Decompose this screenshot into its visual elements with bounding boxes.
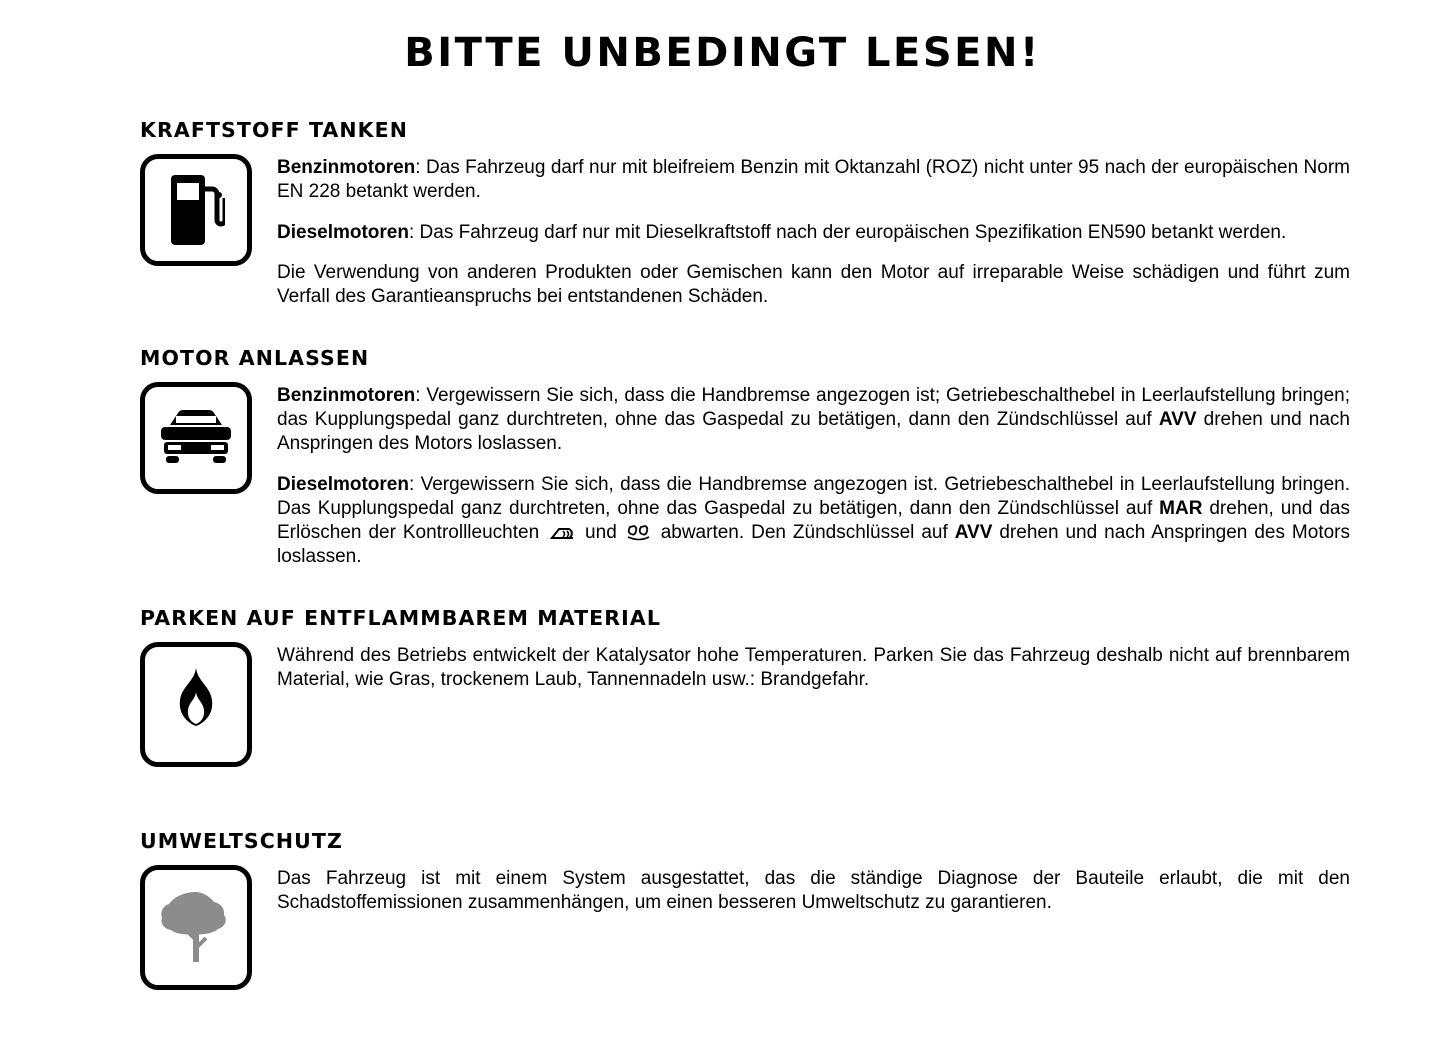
key-position-avv-1: AVV [1158, 408, 1197, 430]
page-title: BITTE UNBEDINGT LESEN! [404, 30, 1041, 76]
lead-diesel-start: Dieselmotoren [277, 473, 409, 495]
key-position-avv-2: AVV [954, 522, 993, 544]
engine-start-text-column [277, 382, 1350, 570]
section-heading-engine-start: MOTOR ANLASSEN [140, 345, 370, 370]
paragraph-diesel-fuel [277, 221, 1350, 245]
text-diesel-start-1: : Vergewissern Sie sich, dass die Handbremse angezogen ist. Getriebeschalthebel in Leerlaufstellung bringen. Das Kupplungspedal ganz durchtreten, ohne das Gaspedal zu betätigen, dann den Zündschlüssel auf [277, 473, 1350, 519]
text-gasoline: : Das Fahrzeug darf nur mit bleifreiem Benzin mit Oktanzahl (ROZ) nicht unter 95 nach der europäischen Norm EN 228 betankt werden. [277, 157, 1350, 203]
text-warning-fuel: Die Verwendung von anderen Produkten oder Gemischen kann den Motor auf irreparable Weise schädigen und führt zum Verfall des Garantieanspruchs bei entstandenen Schäden. [277, 261, 1350, 308]
flame-icon-box [140, 642, 252, 767]
paragraph-parking [277, 644, 1350, 693]
fuel-pump-icon [167, 173, 225, 247]
text-gasoline-start-2: drehen und nach Anspringen des Motors loslassen. [277, 408, 1350, 455]
water-in-fuel-icon [626, 523, 652, 541]
text-diesel-start-3: und [578, 522, 624, 544]
section-heading-parking: PARKEN AUF ENTFLAMMBAREM MATERIAL [140, 605, 661, 630]
text-diesel-start-2b: drehen, und das Erlöschen der Kontrollleuchten [277, 497, 1350, 544]
text-environment: Das Fahrzeug ist mit einem System ausgestattet, das die ständige Diagnose der Bauteile erlaubt, die mit den Schadstoffemissionen zusammenhängen, um einen besseren Umweltschutz zu garantieren. [277, 867, 1350, 914]
section-parking [140, 606, 1350, 767]
text-diesel-start-5: drehen und nach Anspringen des Motors loslassen. [277, 522, 1351, 568]
parking-text-column [277, 642, 1350, 693]
flame-icon [170, 666, 222, 742]
document-content [0, 118, 1445, 990]
document-page [0, 30, 1445, 1055]
paragraph-environment [277, 867, 1350, 916]
text-parking: Während des Betriebs entwickelt der Katalysator hohe Temperaturen. Parken Sie das Fahrzeug deshalb nicht auf brennbarem Material, wie Gras, trockenem Laub, Tannennadeln usw.: Brandgefahr. [277, 644, 1350, 691]
lead-diesel: Dieselmotoren [277, 221, 409, 243]
paragraph-gasoline-fuel [277, 156, 1350, 205]
paragraph-warning-fuel [277, 261, 1350, 310]
section-environment [140, 829, 1350, 990]
lead-gasoline: Benzinmotoren [277, 157, 416, 178]
environment-text-column [277, 865, 1350, 916]
glow-plug-preheat-icon [548, 521, 576, 541]
lead-gasoline-start: Benzinmotoren [277, 384, 416, 406]
paragraph-gasoline-start [277, 384, 1350, 457]
section-heading-environment: UMWELTSCHUTZ [140, 828, 343, 853]
car-front-icon-box [140, 382, 252, 494]
tree-icon [158, 888, 234, 966]
fuel-pump-icon-box [140, 154, 252, 266]
text-diesel-start-4: abwarten. Den Zündschlüssel auf [653, 522, 955, 544]
paragraph-diesel-start [277, 473, 1350, 570]
text-gasoline-start-1: : Vergewissern Sie sich, dass die Handbremse angezogen ist; Getriebeschalthebel in Leerlaufstellung bringen; das Kupplungspedal ganz durchtreten, ohne das Gaspedal zu betätigen, dann den Zündschlüssel auf [277, 384, 1350, 430]
key-position-mar: MAR [1159, 497, 1203, 519]
section-engine-start [140, 346, 1350, 570]
text-diesel: : Das Fahrzeug darf nur mit Dieselkraftstoff nach der europäischen Spezifikation EN590 betankt werden. [408, 221, 1287, 243]
section-heading-fuel: KRAFTSTOFF TANKEN [140, 118, 409, 142]
fuel-text-column [277, 154, 1350, 310]
tree-icon-box [140, 865, 252, 990]
car-front-icon [156, 407, 236, 469]
section-fuel [140, 118, 1350, 310]
